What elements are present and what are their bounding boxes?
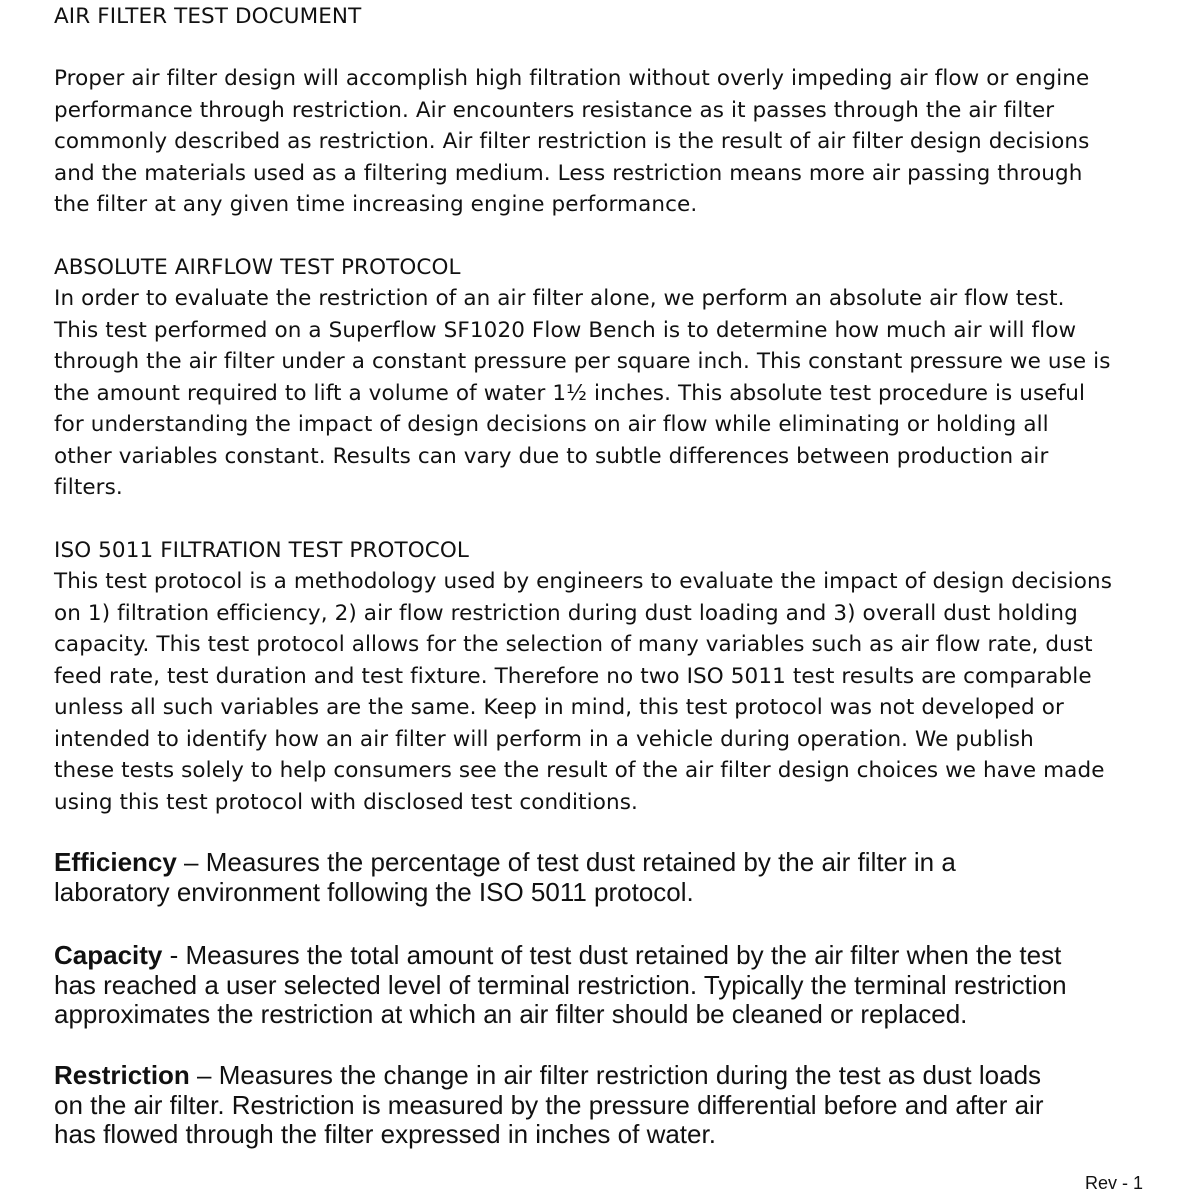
document-title: AIR FILTER TEST DOCUMENT <box>54 4 362 29</box>
paragraph-line: feed rate, test duration and test fixture. Therefore no two ISO 5011 test results are comparable <box>54 663 1092 689</box>
definition-first-line <box>54 1061 1043 1091</box>
paragraph-line: the filter at any given time increasing engine performance. <box>54 192 698 217</box>
paragraph-line: This test performed on a Superflow SF1020 Flow Bench is to determine how much air will flow <box>54 317 1077 343</box>
paragraph-line: filters. <box>54 475 123 500</box>
definition-text: – Measures the change in air filter restriction during the test as dust loads <box>189 1060 1042 1090</box>
paragraph-line: other variables constant. Results can vary due to subtle differences between production air <box>54 443 1049 469</box>
paragraph-line: This test protocol is a methodology used by engineers to evaluate the impact of design decisions <box>54 569 1113 594</box>
paragraph-line: the amount required to lift a volume of water 1½ inches. This absolute test procedure is useful <box>54 380 1086 406</box>
paragraph-line: using this test protocol with disclosed test conditions. <box>54 789 638 815</box>
paragraph-line: performance through restriction. Air encounters resistance as it passes through the air filter <box>54 97 1055 123</box>
restriction-definition <box>54 1061 1043 1150</box>
efficiency-term: Efficiency <box>54 847 177 877</box>
paragraph-line: Proper air filter design will accomplish high filtration without overly impeding air flow or engine <box>54 66 1090 91</box>
paragraph-line: for understanding the impact of design decisions on air flow while eliminating or holding all <box>54 412 1049 437</box>
definition-line: laboratory environment following the ISO 5011 protocol. <box>54 876 694 907</box>
definition-line: approximates the restriction at which an air filter should be cleaned or replaced. <box>54 999 968 1029</box>
definition-line: has reached a user selected level of terminal restriction. Typically the terminal restriction <box>54 969 1067 1000</box>
definition-text: – Measures the percentage of test dust retained by the air filter in a <box>176 847 956 877</box>
iso-filtration-paragraph <box>54 566 1112 818</box>
iso-filtration-heading: ISO 5011 FILTRATION TEST PROTOCOL <box>54 538 470 563</box>
intro-paragraph <box>54 63 1089 221</box>
document-page <box>54 0 1144 1200</box>
paragraph-line: commonly described as restriction. Air filter restriction is the result of air filter design decisions <box>54 129 1090 154</box>
efficiency-definition <box>54 848 956 907</box>
paragraph-line: through the air filter under a constant pressure per square inch. This constant pressure we use is <box>54 349 1111 374</box>
absolute-airflow-paragraph <box>54 283 1111 504</box>
restriction-term: Restriction <box>54 1060 190 1090</box>
paragraph-line: capacity. This test protocol allows for the selection of many variables such as air flow rate, dust <box>54 632 1093 657</box>
paragraph-line: unless all such variables are the same. Keep in mind, this test protocol was not developed or <box>54 695 1064 720</box>
definition-first-line <box>54 941 1067 971</box>
definition-line: on the air filter. Restriction is measured by the pressure differential before and after air <box>54 1089 1044 1120</box>
paragraph-line: In order to evaluate the restriction of an air filter alone, we perform an absolute air flow test. <box>54 286 1065 311</box>
absolute-airflow-heading: ABSOLUTE AIRFLOW TEST PROTOCOL <box>54 255 461 280</box>
paragraph-line: on 1) filtration efficiency, 2) air flow restriction during dust loading and 3) overall dust holding <box>54 600 1078 626</box>
capacity-definition <box>54 941 1067 1030</box>
revision-label: Rev - 1 <box>1084 1173 1143 1193</box>
definition-first-line <box>54 848 956 878</box>
definition-text: - Measures the total amount of test dust retained by the air filter when the test <box>162 940 1062 970</box>
paragraph-line: these tests solely to help consumers see the result of the air filter design choices we have made <box>54 758 1105 783</box>
capacity-term: Capacity <box>54 940 163 970</box>
definition-line: has flowed through the filter expressed in inches of water. <box>54 1119 716 1149</box>
paragraph-line: and the materials used as a filtering medium. Less restriction means more air passing through <box>54 160 1083 186</box>
paragraph-line: intended to identify how an air filter will perform in a vehicle during operation. We publish <box>54 726 1034 752</box>
